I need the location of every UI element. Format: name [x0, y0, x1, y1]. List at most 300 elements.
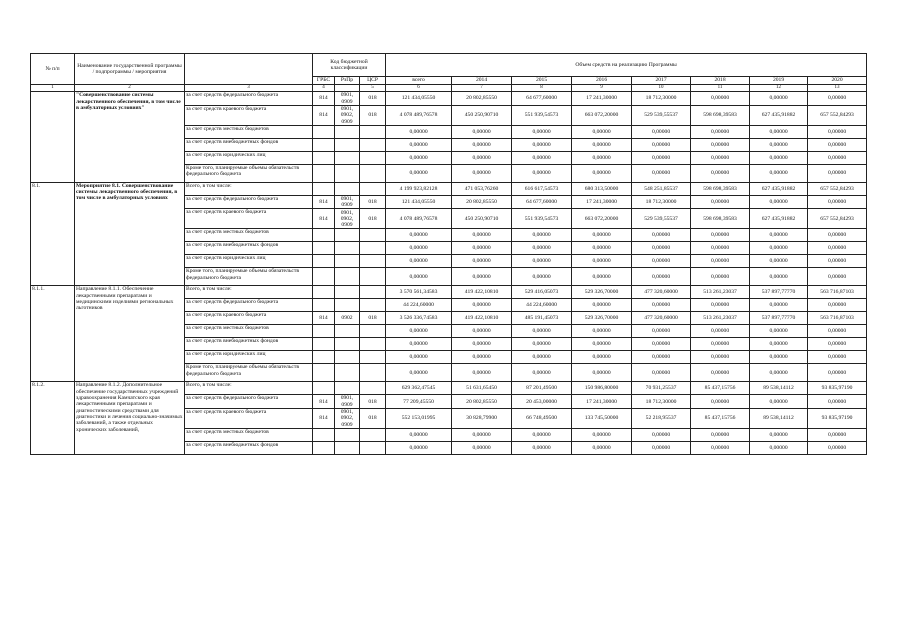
- code-grbs: [313, 182, 335, 195]
- value-total: 0,00000: [386, 151, 452, 164]
- column-number: 9: [572, 85, 632, 92]
- value-total: 0,00000: [386, 138, 452, 151]
- code-grbs: [313, 151, 335, 164]
- code-grbs: [313, 229, 335, 242]
- value-year: 20 802,85550: [452, 395, 512, 409]
- value-year: 627 435,91882: [750, 209, 808, 229]
- funding-source: Кроме того, планируемые объемы обязательств федерального бюджета: [185, 268, 313, 286]
- table-row: [31, 92, 867, 106]
- value-year: 0,00000: [512, 351, 572, 364]
- code-grbs: [313, 325, 335, 338]
- section-title: Мероприятие 8.1. Совершенствование системы лекарственного обеспечения, в том числе в амбулаторных условиях: [75, 182, 185, 286]
- value-year: 0,00000: [572, 164, 632, 182]
- code-csr: [360, 151, 386, 164]
- value-year: 0,00000: [452, 151, 512, 164]
- value-year: 419 422,10810: [452, 312, 512, 325]
- value-year: 450 250,90710: [452, 105, 512, 125]
- value-total: 4 078 489,76578: [386, 105, 452, 125]
- code-rzpr: 0901, 0902, 0909: [335, 409, 360, 429]
- value-total: 121 434,05550: [386, 92, 452, 106]
- header-year: 2014: [452, 77, 512, 85]
- column-number: 1: [31, 85, 75, 92]
- value-year: 657 552,84293: [808, 105, 867, 125]
- code-rzpr: [335, 255, 360, 268]
- value-year: 0,00000: [512, 229, 572, 242]
- header-source: [185, 54, 313, 85]
- code-rzpr: [335, 364, 360, 382]
- value-year: 0,00000: [452, 338, 512, 351]
- code-rzpr: [335, 442, 360, 455]
- column-number: 5: [360, 85, 386, 92]
- value-year: 0,00000: [750, 195, 808, 209]
- value-year: 85 437,15756: [691, 382, 750, 395]
- code-grbs: [313, 338, 335, 351]
- value-year: 0,00000: [691, 125, 750, 138]
- code-csr: 018: [360, 92, 386, 106]
- code-csr: [360, 442, 386, 455]
- value-year: 548 251,85537: [632, 182, 691, 195]
- code-rzpr: 0901, 0902, 0909: [335, 209, 360, 229]
- code-grbs: 814: [313, 409, 335, 429]
- value-year: 51 631,65450: [452, 382, 512, 395]
- value-year: 20 802,85550: [452, 195, 512, 209]
- value-year: 471 053,76260: [452, 182, 512, 195]
- value-year: 0,00000: [808, 138, 867, 151]
- value-year: 0,00000: [512, 138, 572, 151]
- value-year: 0,00000: [452, 164, 512, 182]
- column-number: 13: [808, 85, 867, 92]
- value-year: 0,00000: [572, 255, 632, 268]
- value-total: 44 224,60000: [386, 299, 452, 312]
- code-grbs: [313, 429, 335, 442]
- header-num: № п/п: [31, 54, 75, 85]
- code-rzpr: [335, 351, 360, 364]
- value-total: 0,00000: [386, 125, 452, 138]
- code-csr: [360, 429, 386, 442]
- value-year: 0,00000: [808, 92, 867, 106]
- code-rzpr: [335, 229, 360, 242]
- code-grbs: 814: [313, 105, 335, 125]
- code-rzpr: [335, 268, 360, 286]
- value-year: 0,00000: [512, 164, 572, 182]
- code-csr: 018: [360, 195, 386, 209]
- value-year: 0,00000: [452, 351, 512, 364]
- code-grbs: [313, 125, 335, 138]
- funding-source: за счет средств местных бюджетов: [185, 125, 313, 138]
- funding-source: за счет средств федерального бюджета: [185, 92, 313, 106]
- funding-source: за счет средств юридических лиц: [185, 255, 313, 268]
- value-year: 0,00000: [750, 151, 808, 164]
- code-grbs: [313, 268, 335, 286]
- funding-source: за счет средств федерального бюджета: [185, 299, 313, 312]
- value-year: 0,00000: [691, 229, 750, 242]
- value-year: 0,00000: [512, 325, 572, 338]
- code-grbs: [313, 164, 335, 182]
- value-year: 0,00000: [452, 242, 512, 255]
- value-year: 0,00000: [632, 364, 691, 382]
- code-rzpr: 0901, 0909: [335, 92, 360, 106]
- funding-source: за счет средств внебюджетных фондов: [185, 138, 313, 151]
- code-rzpr: [335, 164, 360, 182]
- code-csr: [360, 299, 386, 312]
- value-year: 419 422,10810: [452, 286, 512, 299]
- value-year: 44 224,60000: [512, 299, 572, 312]
- value-year: 680 313,50000: [572, 182, 632, 195]
- value-year: 0,00000: [452, 268, 512, 286]
- value-total: 0,00000: [386, 242, 452, 255]
- code-grbs: [313, 255, 335, 268]
- code-csr: [360, 338, 386, 351]
- value-year: 0,00000: [452, 442, 512, 455]
- value-year: 0,00000: [750, 255, 808, 268]
- value-year: 0,00000: [691, 164, 750, 182]
- value-total: 4 078 489,76578: [386, 209, 452, 229]
- value-year: 0,00000: [572, 338, 632, 351]
- value-total: 0,00000: [386, 164, 452, 182]
- funding-source: за счет средств краевого бюджета: [185, 409, 313, 429]
- value-total: 121 434,05550: [386, 195, 452, 209]
- code-grbs: 814: [313, 195, 335, 209]
- value-year: 0,00000: [452, 325, 512, 338]
- value-year: 0,00000: [512, 442, 572, 455]
- value-total: 0,00000: [386, 229, 452, 242]
- header-total: всего: [386, 77, 452, 85]
- header-csr: ЦСР: [360, 77, 386, 85]
- section-number: 8.1.2.: [31, 382, 75, 455]
- value-year: 0,00000: [632, 138, 691, 151]
- value-total: 0,00000: [386, 268, 452, 286]
- value-year: 663 072,20000: [572, 105, 632, 125]
- value-year: 0,00000: [691, 151, 750, 164]
- code-csr: 018: [360, 409, 386, 429]
- value-year: 0,00000: [632, 164, 691, 182]
- code-rzpr: [335, 125, 360, 138]
- value-year: 0,00000: [452, 125, 512, 138]
- value-year: 0,00000: [452, 299, 512, 312]
- code-rzpr: [335, 299, 360, 312]
- value-year: 0,00000: [750, 125, 808, 138]
- value-year: 17 241,30000: [572, 195, 632, 209]
- value-year: 0,00000: [572, 442, 632, 455]
- section-title: Направление 8.1.2. Дополнительное обеспечение государственных учреждений здравоохранения Камчатского края лекарственными препаратами и диагностическими средствами для диагностики и лечения социально-значимых заболеваний, а также отдельных хронических заболеваний,: [75, 382, 185, 455]
- value-year: 0,00000: [691, 92, 750, 106]
- value-year: 0,00000: [691, 268, 750, 286]
- value-year: 0,00000: [691, 395, 750, 409]
- value-year: 0,00000: [691, 351, 750, 364]
- value-year: 598 698,39583: [691, 209, 750, 229]
- header-volume: Объем средств на реализацию Программы: [386, 54, 867, 77]
- funding-source: за счет средств краевого бюджета: [185, 209, 313, 229]
- value-year: 0,00000: [632, 325, 691, 338]
- value-year: 18 712,30000: [632, 92, 691, 106]
- value-year: 0,00000: [512, 151, 572, 164]
- value-year: 450 250,90710: [452, 209, 512, 229]
- value-year: 0,00000: [691, 299, 750, 312]
- funding-source: за счет средств краевого бюджета: [185, 105, 313, 125]
- value-year: 0,00000: [750, 395, 808, 409]
- section-title: "Совершенствование системы лекарственного обеспечения, в том числе в амбулаторных условиях": [75, 92, 185, 183]
- value-year: 0,00000: [512, 364, 572, 382]
- code-grbs: [313, 138, 335, 151]
- value-year: 0,00000: [632, 125, 691, 138]
- funding-source: за счет средств внебюджетных фондов: [185, 242, 313, 255]
- value-year: 0,00000: [452, 255, 512, 268]
- value-year: 0,00000: [572, 242, 632, 255]
- code-csr: [360, 286, 386, 299]
- value-year: 0,00000: [808, 268, 867, 286]
- funding-source: за счет средств внебюджетных фондов: [185, 442, 313, 455]
- value-year: 0,00000: [750, 138, 808, 151]
- code-csr: [360, 325, 386, 338]
- value-year: 0,00000: [572, 351, 632, 364]
- code-csr: 018: [360, 312, 386, 325]
- funding-source: Кроме того, планируемые объемы обязательств федерального бюджета: [185, 364, 313, 382]
- table-body: [31, 92, 867, 455]
- value-year: 0,00000: [691, 442, 750, 455]
- section-number: 8.1.1.: [31, 286, 75, 382]
- value-year: 0,00000: [572, 299, 632, 312]
- value-year: 17 241,30000: [572, 395, 632, 409]
- code-csr: 018: [360, 209, 386, 229]
- value-year: 0,00000: [750, 242, 808, 255]
- value-total: 0,00000: [386, 325, 452, 338]
- value-year: 0,00000: [750, 229, 808, 242]
- value-year: 0,00000: [808, 229, 867, 242]
- header-year: 2020: [808, 77, 867, 85]
- value-total: 0,00000: [386, 429, 452, 442]
- header-rzpr: РзПр: [335, 77, 360, 85]
- value-year: 537 897,77770: [750, 312, 808, 325]
- value-total: 3 526 336,74583: [386, 312, 452, 325]
- funding-source: за счет средств внебюджетных фондов: [185, 338, 313, 351]
- code-csr: [360, 351, 386, 364]
- value-year: 0,00000: [632, 429, 691, 442]
- code-rzpr: 0901, 0909: [335, 395, 360, 409]
- value-year: 0,00000: [572, 429, 632, 442]
- header-year: 2017: [632, 77, 691, 85]
- funding-source: за счет средств федерального бюджета: [185, 195, 313, 209]
- funding-source: за счет средств федерального бюджета: [185, 395, 313, 409]
- value-year: 0,00000: [808, 395, 867, 409]
- value-year: 18 712,30000: [632, 395, 691, 409]
- value-year: 0,00000: [632, 338, 691, 351]
- value-year: 477 320,60000: [632, 286, 691, 299]
- value-total: 0,00000: [386, 338, 452, 351]
- value-total: 77 209,45550: [386, 395, 452, 409]
- column-number: 4: [313, 85, 335, 92]
- code-csr: [360, 255, 386, 268]
- budget-table-scan: [30, 53, 866, 455]
- value-year: 87 201,49500: [512, 382, 572, 395]
- code-grbs: [313, 286, 335, 299]
- value-total: 0,00000: [386, 364, 452, 382]
- code-grbs: 814: [313, 92, 335, 106]
- value-year: 563 716,87103: [808, 286, 867, 299]
- value-year: 0,00000: [750, 429, 808, 442]
- value-year: 18 712,30000: [632, 195, 691, 209]
- value-year: 0,00000: [632, 268, 691, 286]
- code-rzpr: 0902: [335, 312, 360, 325]
- funding-source: за счет средств местных бюджетов: [185, 429, 313, 442]
- section-title: Направление 8.1.1. Обеспечение лекарственными препаратами и медицинскими изделиями региональных льготников: [75, 286, 185, 382]
- code-rzpr: [335, 286, 360, 299]
- value-year: 66 748,49500: [512, 409, 572, 429]
- code-csr: [360, 242, 386, 255]
- column-number: 6: [386, 85, 452, 92]
- value-year: 0,00000: [572, 268, 632, 286]
- value-year: 537 897,77770: [750, 286, 808, 299]
- value-year: 0,00000: [632, 351, 691, 364]
- funding-source: за счет средств местных бюджетов: [185, 325, 313, 338]
- funding-source: за счет средств юридических лиц: [185, 351, 313, 364]
- code-grbs: 814: [313, 209, 335, 229]
- value-year: 513 261,23037: [691, 286, 750, 299]
- column-number: 12: [750, 85, 808, 92]
- value-year: 0,00000: [632, 255, 691, 268]
- value-total: 552 153,01995: [386, 409, 452, 429]
- value-year: 0,00000: [691, 195, 750, 209]
- funding-source: Всего, в том числе:: [185, 382, 313, 395]
- value-year: 627 435,91882: [750, 105, 808, 125]
- column-number: 7: [452, 85, 512, 92]
- code-csr: [360, 268, 386, 286]
- value-year: 0,00000: [808, 442, 867, 455]
- value-year: 0,00000: [512, 255, 572, 268]
- value-year: 657 552,84293: [808, 182, 867, 195]
- code-rzpr: [335, 429, 360, 442]
- value-total: 3 570 561,34583: [386, 286, 452, 299]
- value-year: 0,00000: [750, 442, 808, 455]
- value-year: 0,00000: [750, 164, 808, 182]
- value-year: 133 745,50000: [572, 409, 632, 429]
- value-year: 0,00000: [750, 351, 808, 364]
- code-grbs: 814: [313, 312, 335, 325]
- value-year: 627 435,91882: [750, 182, 808, 195]
- value-year: 0,00000: [808, 195, 867, 209]
- value-year: 0,00000: [750, 364, 808, 382]
- value-year: 0,00000: [572, 138, 632, 151]
- value-year: 150 986,80000: [572, 382, 632, 395]
- value-year: 0,00000: [572, 229, 632, 242]
- value-year: 20 802,85550: [452, 92, 512, 106]
- value-year: 89 538,14112: [750, 382, 808, 395]
- value-year: 0,00000: [632, 151, 691, 164]
- value-year: 64 677,60000: [512, 92, 572, 106]
- value-year: 598 698,39583: [691, 182, 750, 195]
- code-rzpr: 0901, 0909: [335, 195, 360, 209]
- value-year: 0,00000: [750, 325, 808, 338]
- code-csr: [360, 382, 386, 395]
- value-year: 17 241,30000: [572, 92, 632, 106]
- value-year: 663 072,20000: [572, 209, 632, 229]
- value-year: 0,00000: [572, 125, 632, 138]
- code-rzpr: [335, 138, 360, 151]
- value-year: 70 931,25537: [632, 382, 691, 395]
- value-year: 0,00000: [512, 268, 572, 286]
- value-year: 85 437,15756: [691, 409, 750, 429]
- code-grbs: 814: [313, 395, 335, 409]
- value-year: 551 939,54573: [512, 105, 572, 125]
- value-year: 0,00000: [750, 268, 808, 286]
- value-year: 0,00000: [452, 138, 512, 151]
- budget-table: [30, 53, 867, 455]
- column-number: 8: [512, 85, 572, 92]
- header-year: 2016: [572, 77, 632, 85]
- value-year: 0,00000: [808, 255, 867, 268]
- value-total: 4 199 923,82128: [386, 182, 452, 195]
- value-year: 0,00000: [632, 242, 691, 255]
- table-row: [31, 286, 867, 299]
- value-total: 0,00000: [386, 255, 452, 268]
- value-year: 93 835,97190: [808, 409, 867, 429]
- value-year: 563 716,87103: [808, 312, 867, 325]
- code-rzpr: [335, 382, 360, 395]
- value-year: 0,00000: [808, 325, 867, 338]
- code-grbs: [313, 242, 335, 255]
- code-rzpr: 0901, 0902, 0909: [335, 105, 360, 125]
- header-grbs: ГРБС: [313, 77, 335, 85]
- value-year: 0,00000: [691, 429, 750, 442]
- header-year: 2018: [691, 77, 750, 85]
- code-csr: [360, 125, 386, 138]
- value-year: 0,00000: [572, 364, 632, 382]
- funding-source: за счет средств юридических лиц: [185, 151, 313, 164]
- funding-source: Всего, в том числе:: [185, 286, 313, 299]
- funding-source: Кроме того, планируемые объемы обязательств федерального бюджета: [185, 164, 313, 182]
- value-year: 0,00000: [691, 325, 750, 338]
- code-csr: [360, 164, 386, 182]
- value-year: 89 538,14112: [750, 409, 808, 429]
- value-year: 0,00000: [632, 299, 691, 312]
- code-rzpr: [335, 151, 360, 164]
- value-year: 0,00000: [512, 242, 572, 255]
- code-grbs: [313, 442, 335, 455]
- code-csr: [360, 182, 386, 195]
- value-year: 513 261,23037: [691, 312, 750, 325]
- column-number: 11: [691, 85, 750, 92]
- value-year: 0,00000: [808, 164, 867, 182]
- value-year: 657 552,84293: [808, 209, 867, 229]
- code-csr: [360, 364, 386, 382]
- value-year: 0,00000: [452, 364, 512, 382]
- value-year: 529 539,55537: [632, 105, 691, 125]
- value-year: 0,00000: [512, 429, 572, 442]
- section-number: 8.1.: [31, 182, 75, 286]
- value-year: 0,00000: [808, 151, 867, 164]
- value-year: 0,00000: [808, 351, 867, 364]
- value-total: 0,00000: [386, 351, 452, 364]
- header-code: Код бюджетной классификации: [313, 54, 386, 77]
- value-year: 0,00000: [808, 364, 867, 382]
- value-year: 616 617,54573: [512, 182, 572, 195]
- value-year: 0,00000: [691, 242, 750, 255]
- table-row: [31, 382, 867, 395]
- value-year: 0,00000: [452, 229, 512, 242]
- value-year: 52 218,95537: [632, 409, 691, 429]
- value-year: 0,00000: [691, 364, 750, 382]
- column-number-row: [31, 85, 867, 92]
- code-grbs: [313, 364, 335, 382]
- value-year: 598 698,39583: [691, 105, 750, 125]
- code-rzpr: [335, 242, 360, 255]
- code-csr: [360, 229, 386, 242]
- column-number: 3: [185, 85, 313, 92]
- value-year: 551 939,54573: [512, 209, 572, 229]
- code-csr: 018: [360, 105, 386, 125]
- value-year: 0,00000: [691, 255, 750, 268]
- value-year: 0,00000: [750, 338, 808, 351]
- value-total: 0,00000: [386, 442, 452, 455]
